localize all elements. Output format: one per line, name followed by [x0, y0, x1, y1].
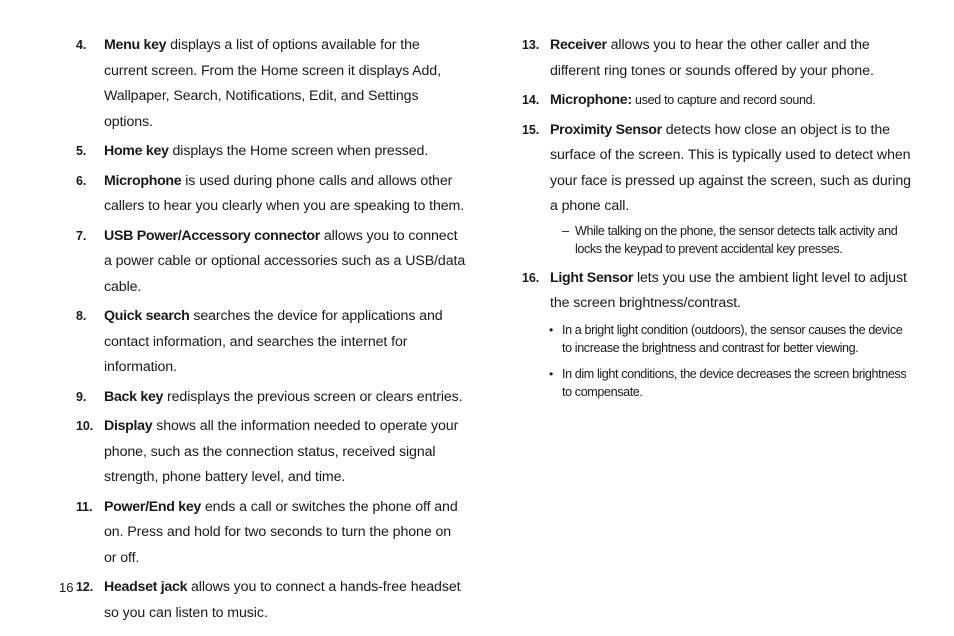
item-term: Home key — [104, 143, 169, 159]
list-item-5 — [76, 139, 466, 165]
item-description: allows you to connect a hands-free headset so you can listen to music. — [104, 579, 461, 621]
list-item-9 — [76, 385, 466, 411]
item-description: detects how close an object is to the surface of the screen. This is typically used to detect when your face is pressed up against the screen, such as during a phone call. — [550, 121, 911, 214]
item-description: redisplays the previous screen or clears entries. — [163, 388, 463, 405]
note-text: While talking on the phone, the sensor detects talk activity and locks the keypad to prevent accidental key presses. — [575, 223, 898, 256]
item-term: Microphone: — [550, 92, 632, 108]
item-number: 11. — [76, 499, 93, 514]
item-description: is used during phone calls and allows other callers to hear you clearly when you are speaking to them. — [104, 172, 465, 214]
item-number: 15. — [522, 122, 540, 137]
item-term: Display — [104, 418, 153, 434]
item-number: 4. — [76, 38, 87, 52]
proximity-note — [522, 222, 914, 258]
item-number: 7. — [76, 228, 87, 243]
item-number: 9. — [76, 389, 87, 404]
dash-marker: – — [562, 223, 569, 238]
list-item-16 — [522, 266, 914, 317]
item-description: ends a call or switches the phone off and on. Press and hold for two seconds to turn the phone on or off. — [104, 498, 458, 566]
item-description: shows all the information needed to operate your phone, such as the connection status, received signal strength, phone battery level, and time. — [104, 418, 459, 485]
item-description: displays the Home screen when pressed. — [168, 143, 429, 159]
item-term: Headset jack — [104, 579, 188, 595]
item-term: Receiver — [550, 37, 607, 53]
list-item-4 — [76, 33, 466, 135]
item-description: displays a list of options available for the current screen. From the Home screen it displays Add, Wallpaper, Search, Notifications, Edit, and Settings options. — [104, 37, 441, 130]
item-number: 5. — [76, 144, 87, 158]
item-number: 16. — [522, 270, 540, 285]
item-number: 10. — [76, 419, 94, 433]
list-item-13 — [522, 33, 914, 84]
item-term: Back key — [104, 388, 164, 405]
item-term: Power/End key — [104, 498, 202, 515]
item-term: Quick search — [104, 308, 190, 324]
left-column — [76, 33, 466, 630]
list-item-10 — [76, 414, 466, 491]
page-number: 16 — [59, 580, 74, 595]
item-description: searches the device for applications and contact information, and searches the internet for information. — [104, 308, 443, 375]
item-term: Proximity Sensor — [550, 121, 662, 138]
item-number: 13. — [522, 38, 540, 52]
list-item-15 — [522, 118, 914, 220]
item-term: Menu key — [104, 37, 167, 53]
item-term: USB Power/Accessory connector — [104, 227, 321, 244]
item-number: 6. — [76, 173, 87, 188]
item-description: used to capture and record sound. — [631, 93, 816, 107]
bullet-item — [522, 321, 914, 357]
bullet-item — [522, 365, 914, 401]
bullet-text: In dim light conditions, the device decreases the screen brightness to compensate. — [562, 366, 907, 399]
bullet-marker: • — [549, 366, 553, 381]
list-item-12 — [76, 575, 466, 626]
item-description: allows you to hear the other caller and the different ring tones or sounds offered by your phone. — [550, 37, 874, 79]
list-item-14 — [522, 88, 914, 114]
item-description: lets you use the ambient light level to adjust the screen brightness/contrast. — [550, 269, 907, 311]
list-item-11 — [76, 495, 466, 572]
item-number: 8. — [76, 309, 87, 323]
item-description: allows you to connect a power cable or optional accessories such as a USB/data cable. — [104, 227, 466, 295]
list-item-8 — [76, 304, 466, 381]
bullet-marker: • — [549, 322, 553, 337]
item-term: Light Sensor — [550, 269, 634, 286]
bullet-text: In a bright light condition (outdoors), the sensor causes the device to increase the brightness and contrast for better viewing. — [562, 322, 903, 355]
item-number: 12. — [76, 580, 94, 594]
item-number: 14. — [522, 93, 540, 107]
right-column — [522, 33, 914, 409]
list-item-6 — [76, 169, 466, 220]
item-term: Microphone — [104, 172, 182, 189]
list-item-7 — [76, 224, 466, 301]
